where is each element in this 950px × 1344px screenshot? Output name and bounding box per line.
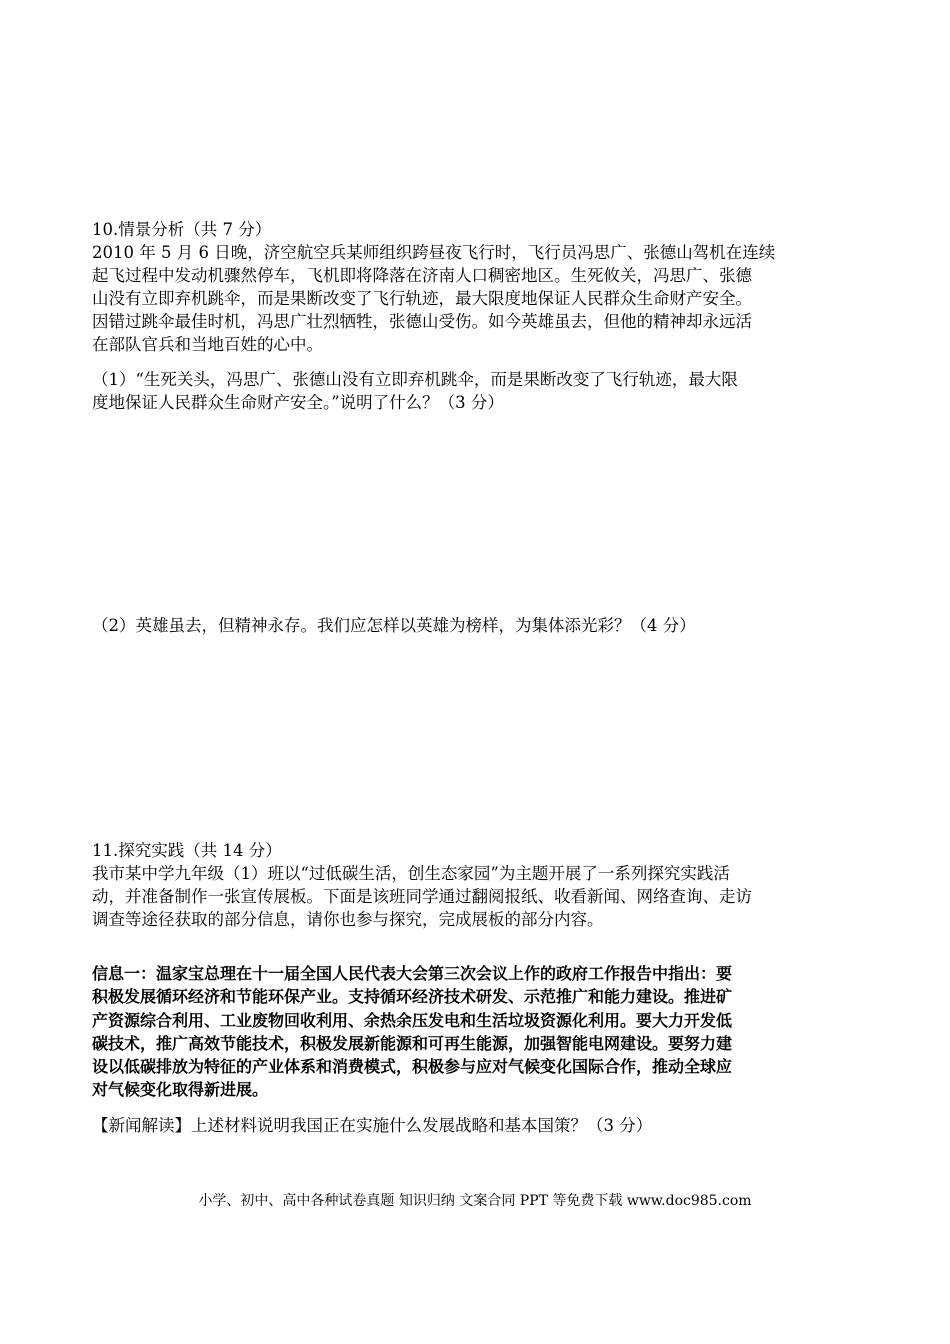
question-10-body-line: 在部队官兵和当地百姓的心中。 — [92, 335, 323, 354]
question-11-title: 11.探究实践（共 14 分） — [92, 841, 282, 860]
question-10-part-1-line: （1）“生死关头，冯思广、张德山没有立即弃机跳伞，而是果断改变了飞行轨迹，最大限 — [92, 370, 738, 389]
question-10-body-line: 因错过跳伞最佳时机，冯思广壮烈牺牲，张德山受伤。如今英雄虽去，但他的精神却永远活 — [92, 312, 752, 331]
question-10-part-2 — [92, 614, 862, 637]
news-interpretation-line: 【新闻解读】上述材料说明我国正在实施什么发展战略和基本国策？（3 分） — [92, 1116, 653, 1135]
question-10-body-line: 2010 年 5 月 6 日晚，济空航空兵某师组织跨昼夜飞行时，飞行员冯思广、张德山驾机在连续 — [92, 243, 776, 262]
question-10-body-line: 起飞过程中发动机骤然停车，飞机即将降落在济南人口稠密地区。生死攸关，冯思广、张德 — [92, 266, 752, 285]
question-11-body-line: 调查等途径获取的部分信息，请你也参与探究，完成展板的部分内容。 — [92, 910, 604, 929]
question-10-part-2-line: （2）英雄虽去，但精神永存。我们应怎样以英雄为榜样，为集体添光彩？（4 分） — [92, 616, 696, 635]
info-1-line: 设以低碳排放为特征的产业体系和消费模式，积极参与应对气候变化国际合作，推动全球应 — [92, 1057, 733, 1077]
info-1-paragraph — [92, 962, 862, 1102]
news-interpretation-question — [92, 1114, 862, 1137]
info-1-line: 产资源综合利用、工业废物回收利用、余热余压发电和生活垃圾资源化利用。要大力开发低 — [92, 1010, 733, 1030]
question-11 — [92, 839, 862, 931]
info-1-line: 信息一：温家宝总理在十一届全国人民代表大会第三次会议上作的政府工作报告中指出：要 — [92, 964, 733, 983]
question-10-title: 10.情景分析（共 7 分） — [92, 220, 272, 239]
question-10-part-1 — [92, 368, 862, 414]
info-1-line: 碳技术，推广高效节能技术，积极发展新能源和可再生能源，加强智能电网建设。要努力建 — [92, 1033, 733, 1053]
question-11-body-line: 动，并准备制作一张宣传展板。下面是该班同学通过翻阅报纸、收看新闻、网络查询、走访 — [92, 887, 752, 906]
question-10-body-line: 山没有立即弃机跳伞，而是果断改变了飞行轨迹，最大限度地保证人民群众生命财产安全。 — [92, 289, 752, 308]
question-10-part-1-line: 度地保证人民群众生命财产安全。”说明了什么？（3 分） — [92, 393, 504, 412]
info-1-line: 对气候变化取得新进展。 — [92, 1080, 269, 1100]
info-1-line: 积极发展循环经济和节能环保产业。支持循环经济技术研发、示范推广和能力建设。推进矿 — [92, 987, 733, 1007]
page-footer: 小学、初中、高中各种试卷真题 知识归纳 文案合同 PPT 等免费下载 www.doc985.com — [198, 1193, 752, 1209]
question-11-body-line: 我市某中学九年级（1）班以“过低碳生活，创生态家园”为主题开展了一系列探究实践活 — [92, 864, 730, 883]
question-10 — [92, 218, 862, 356]
